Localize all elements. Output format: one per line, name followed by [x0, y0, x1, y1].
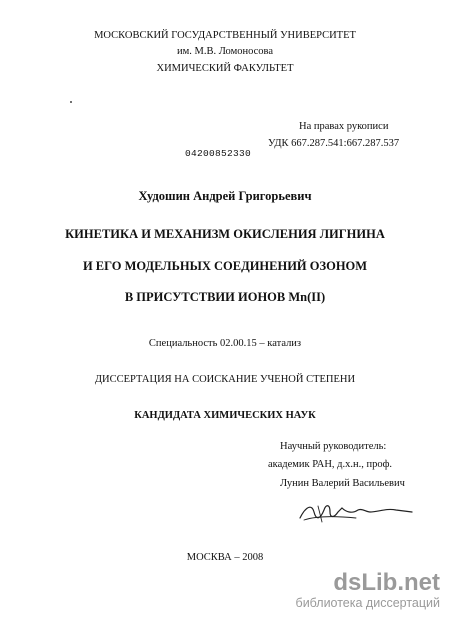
- watermark-subtitle: библиотека диссертаций: [295, 596, 440, 610]
- dissertation-type: ДИССЕРТАЦИЯ НА СОИСКАНИЕ УЧЕНОЙ СТЕПЕНИ: [94, 374, 356, 385]
- title-line-1: КИНЕТИКА И МЕХАНИЗМ ОКИСЛЕНИЯ ЛИГНИНА: [65, 227, 385, 241]
- supervisor-rank: академик РАН, д.х.н., проф.: [268, 459, 393, 470]
- catalog-stamp-number: 04200852330: [185, 148, 252, 159]
- city-and-year: МОСКВА – 2008: [186, 552, 264, 563]
- supervisor-heading: Научный руководитель:: [280, 441, 387, 452]
- watermark: [296, 571, 440, 610]
- specialty: Специальность 02.00.15 – катализ: [148, 338, 302, 349]
- academic-degree: КАНДИДАТА ХИМИЧЕСКИХ НАУК: [134, 410, 316, 421]
- supervisor-name: Лунин Валерий Васильевич: [280, 478, 405, 489]
- udc-code: УДК 667.287.541:667.287.537: [268, 138, 400, 149]
- university-named-after: им. М.В. Ломоносова: [176, 46, 274, 57]
- title-line-3: В ПРИСУТСТВИИ ИОНОВ Mn(II): [124, 290, 326, 304]
- signature-icon: [296, 498, 416, 526]
- manuscript-rights-note: На правах рукописи: [299, 121, 389, 132]
- university-name: МОСКОВСКИЙ ГОСУДАРСТВЕННЫЙ УНИВЕРСИТЕТ: [94, 30, 356, 41]
- watermark-logo: dsLib.net: [333, 569, 440, 596]
- faculty-name: ХИМИЧЕСКИЙ ФАКУЛЬТЕТ: [156, 63, 294, 74]
- author-name: Худошин Андрей Григорьевич: [138, 189, 312, 203]
- scan-speck: [70, 101, 72, 103]
- title-line-2: И ЕГО МОДЕЛЬНЫХ СОЕДИНЕНИЙ ОЗОНОМ: [82, 259, 368, 273]
